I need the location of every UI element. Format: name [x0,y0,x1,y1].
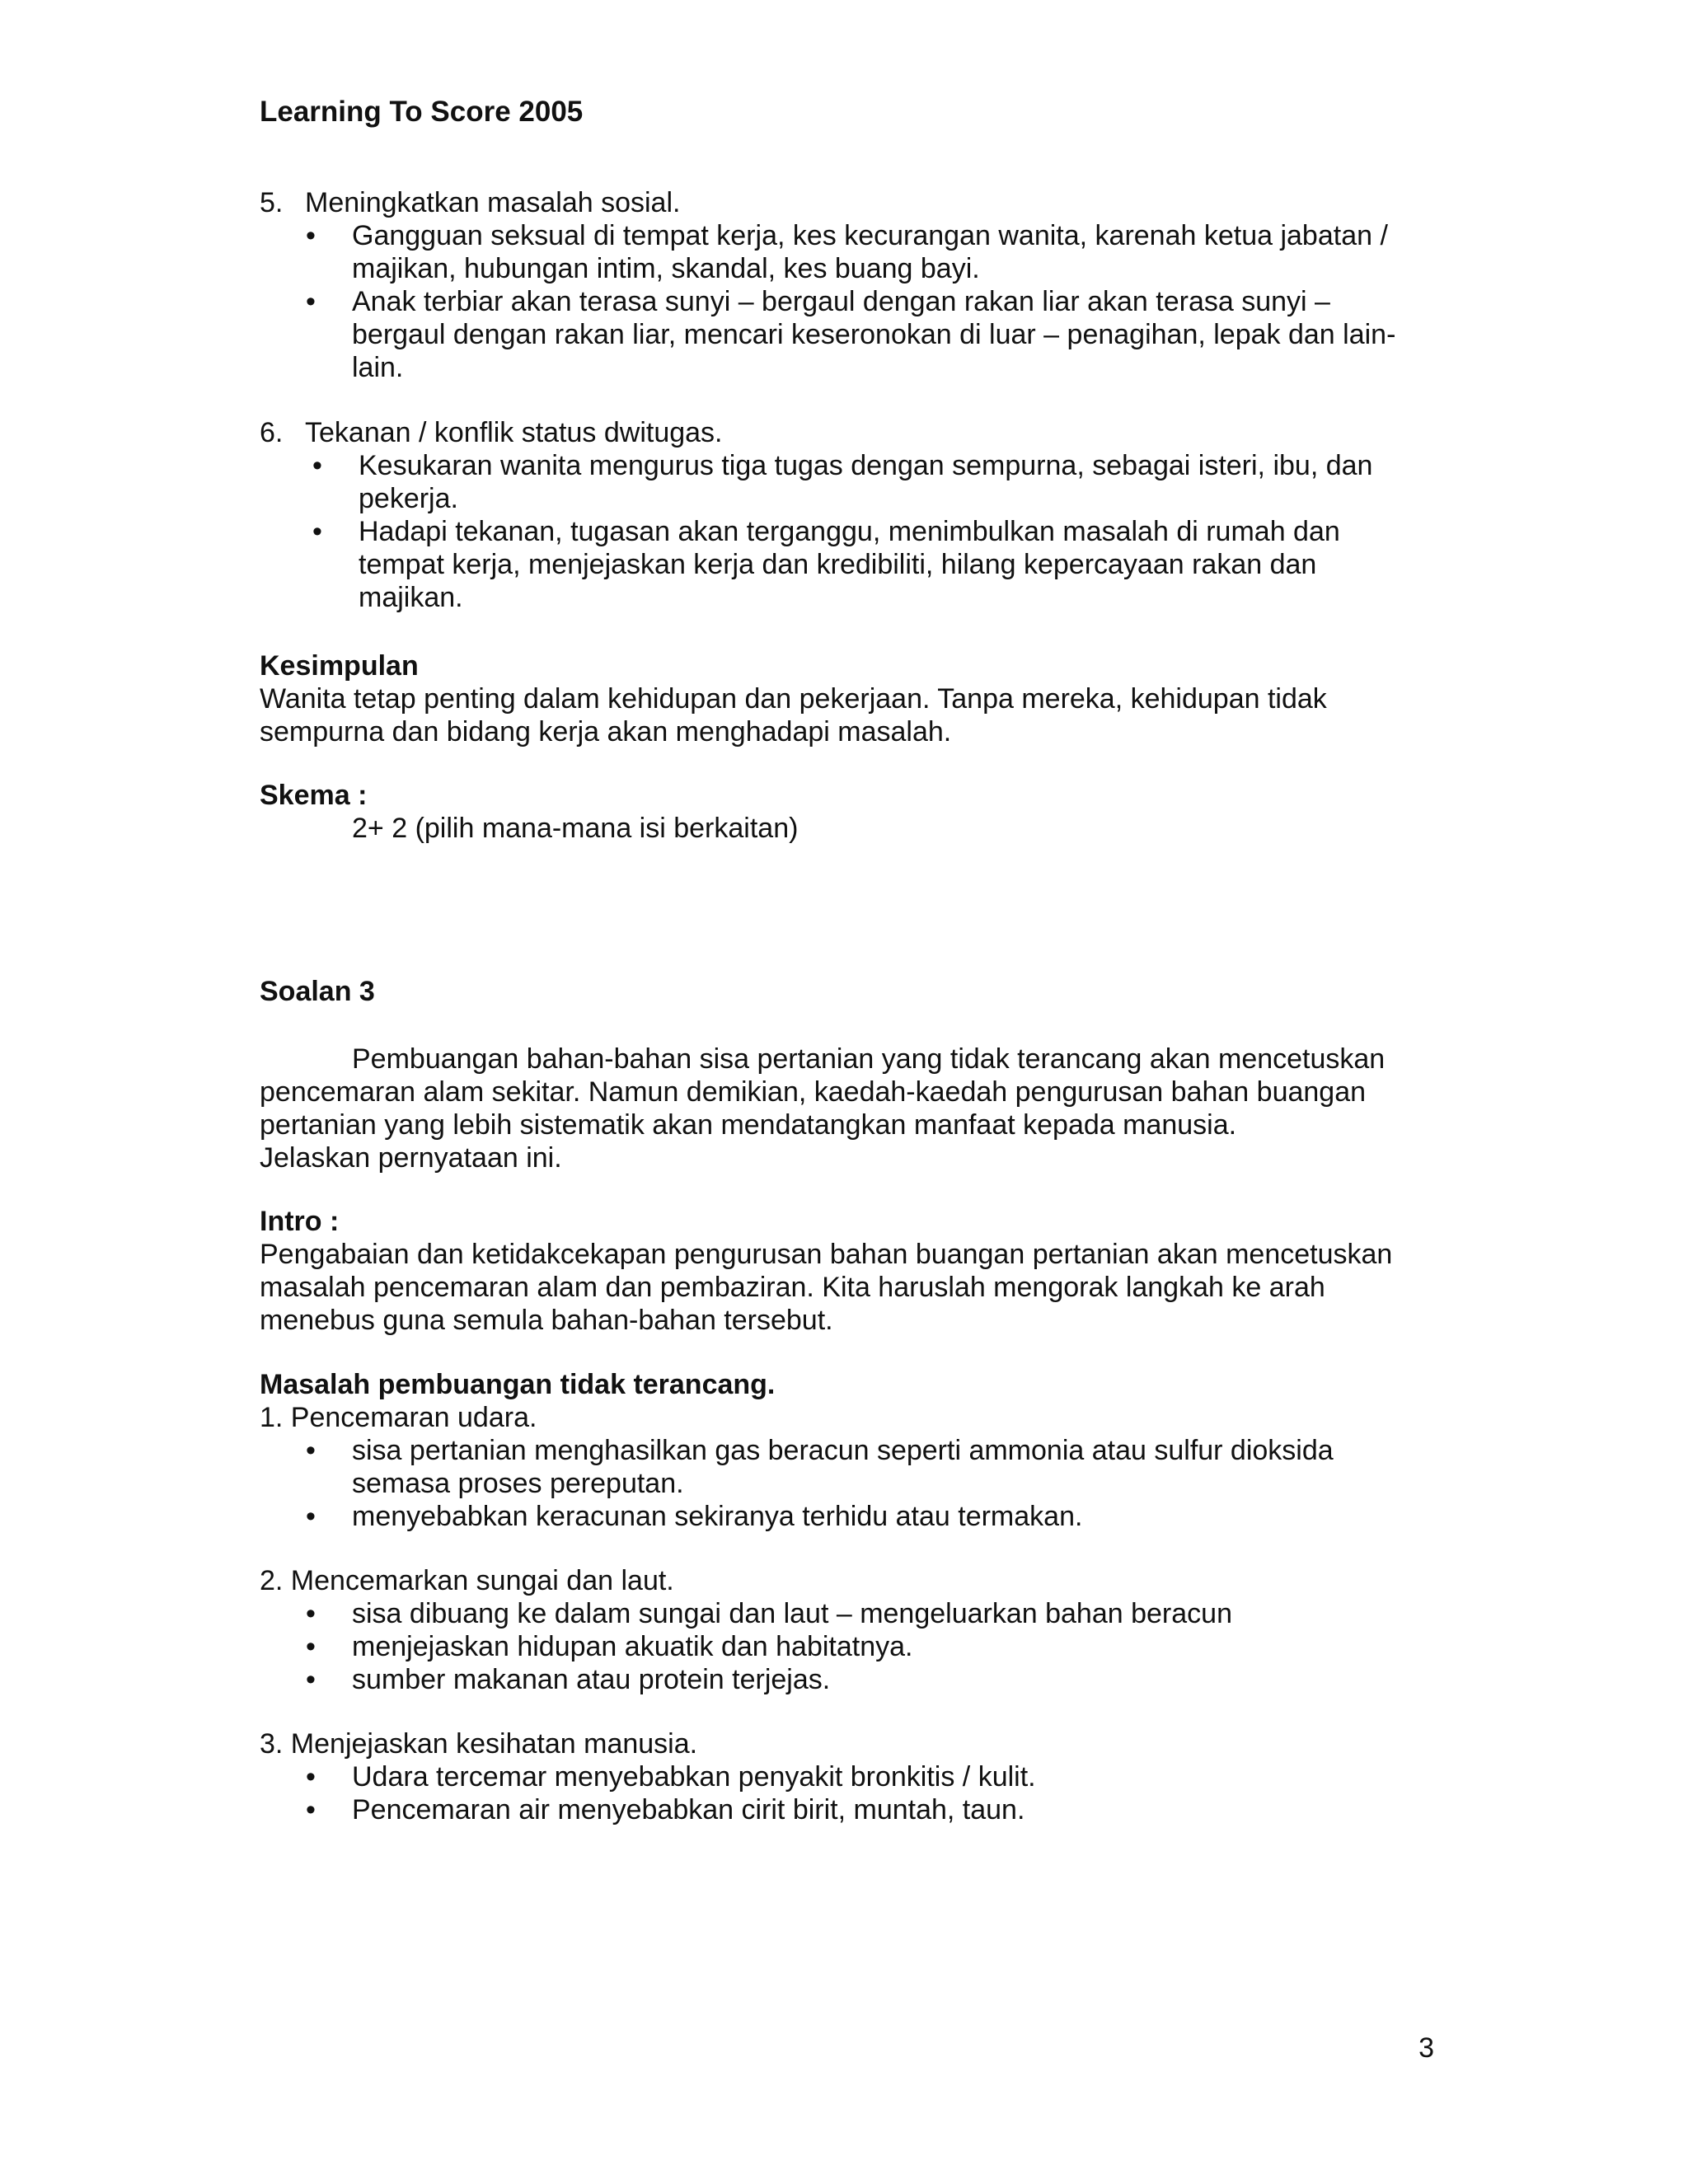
list-item [260,1597,1430,1630]
list-item [260,1793,1430,1826]
bullet-line: majikan, hubungan intim, skandal, kes buang bayi. [352,253,980,284]
kesimpulan-heading: Kesimpulan [260,650,419,682]
paragraph-line: pertanian yang lebih sistematik akan mendatangkan manfaat kepada manusia. [260,1109,1237,1141]
list-item [260,449,1430,515]
bullet-line: menjejaskan hidupan akuatik dan habitatnya. [352,1631,913,1662]
bullet-line: menyebabkan keracunan sekiranya terhidu atau termakan. [352,1501,1083,1532]
paragraph-line: sempurna dan bidang kerja akan menghadapi masalah. [260,716,952,748]
bullet-line: sumber makanan atau protein terjejas. [352,1664,831,1695]
paragraph-line: Wanita tetap penting dalam kehidupan dan pekerjaan. Tanpa mereka, kehidupan tidak [260,683,1327,715]
masalah-heading: Masalah pembuangan tidak terancang. [260,1369,776,1400]
page-number: 3 [1418,2032,1434,2064]
skema-section [260,779,1430,845]
list-item [260,1500,1430,1533]
soalan-3-heading: Soalan 3 [260,976,375,1007]
bullet-icon: • [306,1631,316,1662]
page-header-title: Learning To Score 2005 [260,96,584,128]
list-item [260,285,1430,384]
bullet-line: bergaul dengan rakan liar, mencari keseronokan di luar – penagihan, lepak dan lain- [352,319,1396,350]
skema-heading: Skema : [260,780,368,811]
bullet-line: Udara tercemar menyebabkan penyakit bronkitis / kulit. [352,1761,1036,1793]
point-1-bullets [260,1434,1430,1533]
point-3-bullets [260,1760,1430,1826]
bullet-icon: • [306,220,316,251]
skema-text: 2+ 2 (pilih mana-mana isi berkaitan) [352,813,799,844]
list-item [260,219,1430,285]
paragraph-line: menebus guna semula bahan-bahan tersebut. [260,1305,833,1336]
bullet-icon: • [312,516,322,547]
point-1-title: 1. Pencemaran udara. [260,1402,537,1433]
paragraph-line: Pembuangan bahan-bahan sisa pertanian yang tidak terancang akan mencetuskan [352,1043,1386,1075]
document-page [260,0,1434,2184]
bullet-line: sisa pertanian menghasilkan gas beracun seperti ammonia atau sulfur dioksida [352,1435,1334,1466]
section-6-title: Tekanan / konflik status dwitugas. [305,417,723,448]
soalan-3-section [260,975,1430,1174]
bullet-line: Gangguan seksual di tempat kerja, kes kecurangan wanita, karenah ketua jabatan / [352,220,1388,251]
list-item [260,1663,1430,1696]
kesimpulan-section [260,649,1430,748]
intro-section [260,1205,1430,1337]
point-2-bullets [260,1597,1430,1696]
paragraph-line: Pengabaian dan ketidakcekapan pengurusan bahan buangan pertanian akan mencetuskan [260,1239,1393,1270]
point-2-title: 2. Mencemarkan sungai dan laut. [260,1565,674,1596]
bullet-line: pekerja. [359,483,458,514]
list-item [260,1760,1430,1793]
section-5-title: Meningkatkan masalah sosial. [305,187,681,218]
bullet-line: tempat kerja, menjejaskan kerja dan kredibiliti, hilang kepercayaan rakan dan [359,549,1317,580]
section-6-heading [260,416,1430,449]
list-item [260,1434,1430,1500]
paragraph-line: masalah pencemaran alam dan pembaziran. Kita haruslah mengorak langkah ke arah [260,1272,1325,1303]
bullet-icon: • [306,1794,316,1825]
section-6-number: 6. [260,417,284,448]
section-5 [260,186,1430,384]
bullet-icon: • [306,1598,316,1629]
bullet-line: sisa dibuang ke dalam sungai dan laut – mengeluarkan bahan beracun [352,1598,1232,1629]
list-item [260,515,1430,614]
paragraph-line: Jelaskan pernyataan ini. [260,1142,562,1174]
section-6-bullets [260,449,1430,614]
masalah-section [260,1368,1430,1826]
intro-heading: Intro : [260,1206,340,1237]
list-item [260,1630,1430,1663]
bullet-line: Anak terbiar akan terasa sunyi – bergaul dengan rakan liar akan terasa sunyi – [352,286,1330,317]
bullet-icon: • [306,1664,316,1695]
bullet-line: Hadapi tekanan, tugasan akan terganggu, menimbulkan masalah di rumah dan [359,516,1340,547]
bullet-line: Kesukaran wanita mengurus tiga tugas dengan sempurna, sebagai isteri, ibu, dan [359,450,1373,481]
bullet-icon: • [306,1435,316,1466]
bullet-icon: • [312,450,322,481]
bullet-icon: • [306,1501,316,1532]
bullet-line: lain. [352,352,404,383]
point-3-title: 3. Menjejaskan kesihatan manusia. [260,1728,698,1760]
section-5-number: 5. [260,187,284,218]
bullet-icon: • [306,286,316,317]
section-5-bullets [260,219,1430,384]
paragraph-line: pencemaran alam sekitar. Namun demikian, kaedah-kaedah pengurusan bahan buangan [260,1076,1367,1108]
bullet-line: Pencemaran air menyebabkan cirit birit, muntah, taun. [352,1794,1025,1825]
bullet-line: semasa proses pereputan. [352,1468,684,1499]
section-6 [260,416,1430,614]
bullet-line: majikan. [359,582,463,613]
bullet-icon: • [306,1761,316,1793]
section-5-heading [260,186,1430,219]
